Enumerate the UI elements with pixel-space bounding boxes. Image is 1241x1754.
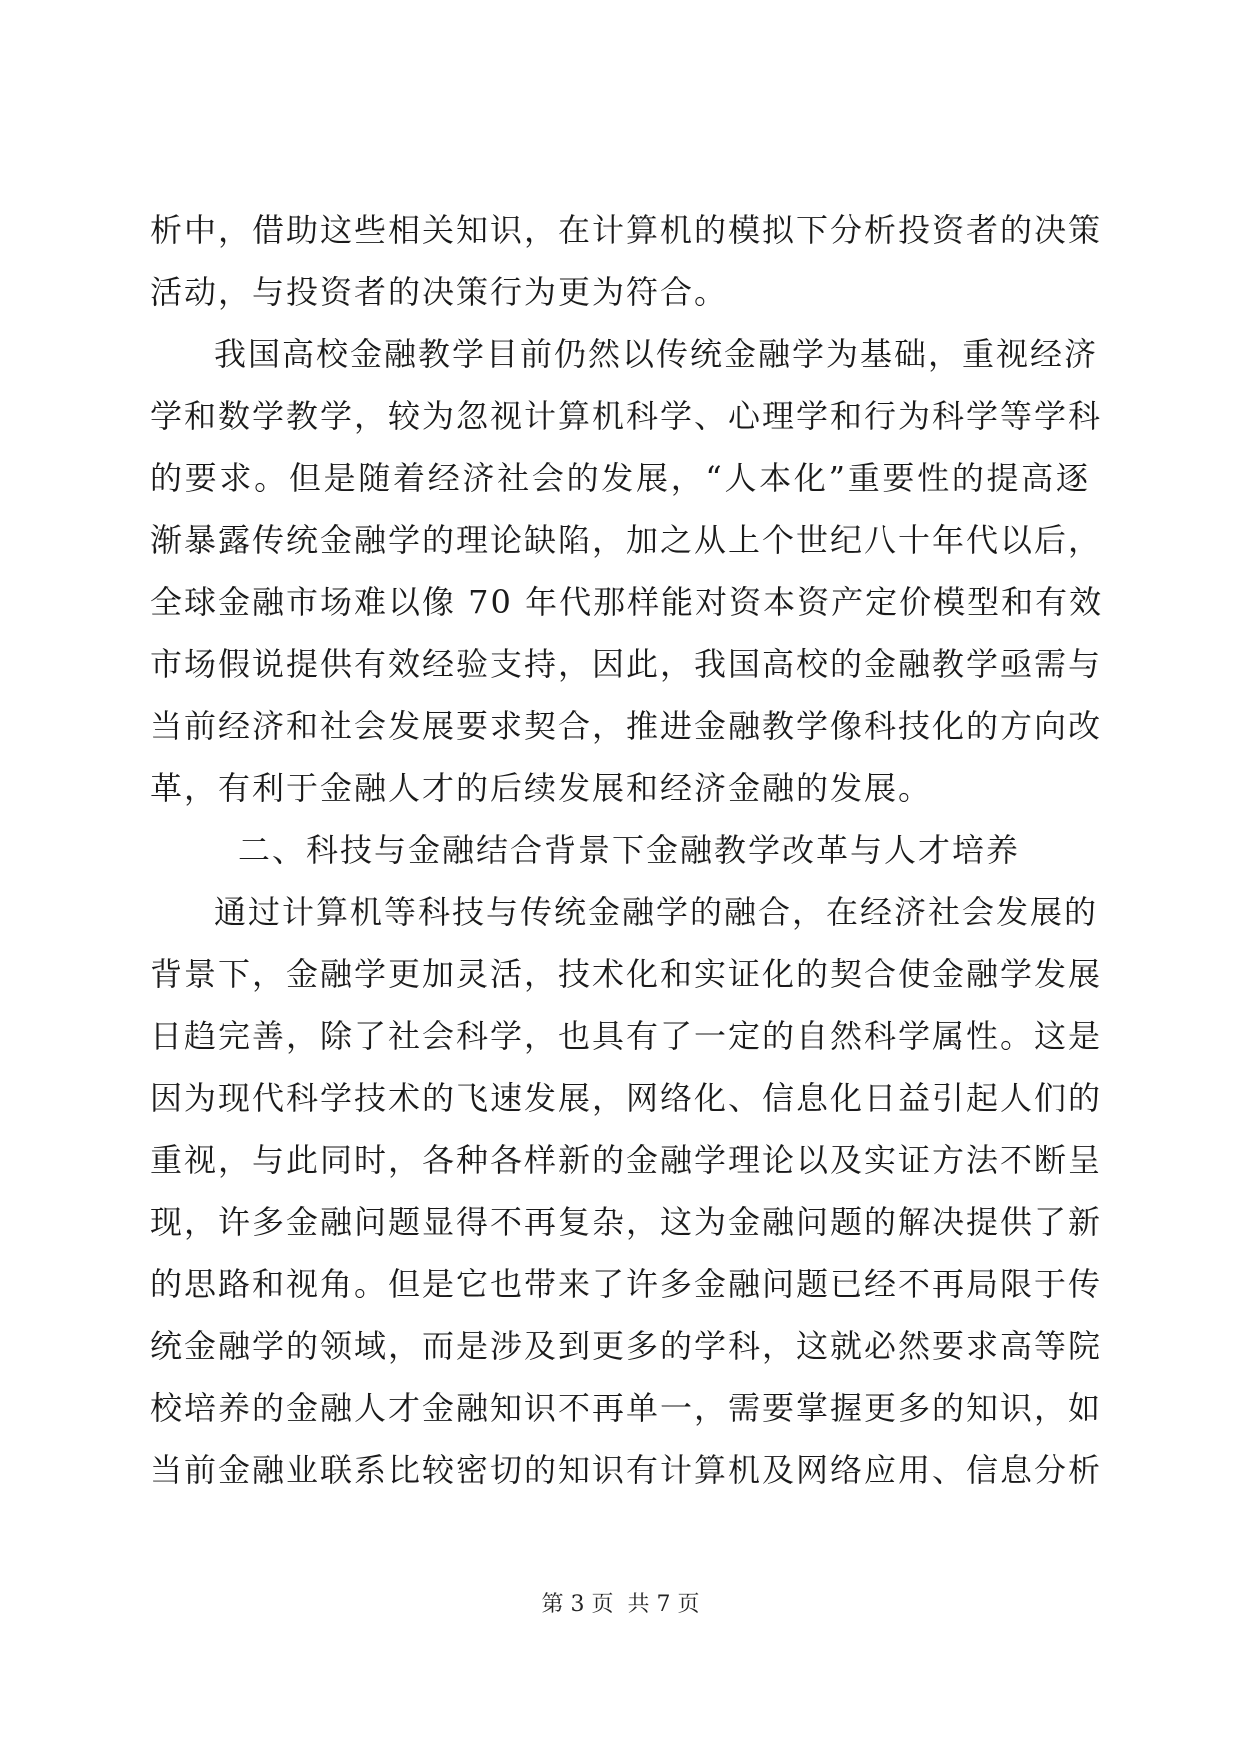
text-line-8: 市场假说提供有效经验支持，因此，我国高校的金融教学亟需与: [150, 645, 1103, 683]
text-line-4: 学和数学教学，较为忽视计算机科学、心理学和行为科学等学科: [150, 397, 1103, 435]
page-footer: 第 3 页 共 7 页: [541, 1592, 700, 1617]
section-heading: 二、科技与金融结合背景下金融教学改革与人才培养: [238, 831, 1021, 869]
text-line-9: 当前经济和社会发展要求契合，推进金融教学像科技化的方向改: [150, 707, 1103, 745]
text-line-14: 日趋完善，除了社会科学，也具有了一定的自然科学属性。这是: [150, 1017, 1103, 1055]
text-line-2: 活动，与投资者的决策行为更为符合。: [150, 273, 729, 311]
text-line-18: 的思路和视角。但是它也带来了许多金融问题已经不再局限于传: [150, 1265, 1103, 1303]
text-line-10: 革，有利于金融人才的后续发展和经济金融的发展。: [150, 769, 933, 807]
text-line-1: 析中，借助这些相关知识，在计算机的模拟下分析投资者的决策: [150, 211, 1103, 249]
paragraph-start-line: 通过计算机等科技与传统金融学的融合，在经济社会发展的: [214, 893, 1099, 931]
text-line-7: 全球金融市场难以像 70 年代那样能对资本资产定价模型和有效: [150, 583, 1104, 621]
text-line-5: 的要求。但是随着经济社会的发展，“人本化”重要性的提高逐: [150, 459, 1090, 497]
text-line-13: 背景下，金融学更加灵活，技术化和实证化的契合使金融学发展: [150, 955, 1103, 993]
text-line-19: 统金融学的领域，而是涉及到更多的学科，这就必然要求高等院: [150, 1327, 1103, 1365]
text-line-6: 渐暴露传统金融学的理论缺陷，加之从上个世纪八十年代以后，: [150, 521, 1103, 559]
paragraph-start-line: 我国高校金融教学目前仍然以传统金融学为基础，重视经济: [214, 335, 1099, 373]
text-line-20: 校培养的金融人才金融知识不再单一，需要掌握更多的知识，如: [150, 1389, 1103, 1427]
text-line-17: 现，许多金融问题显得不再复杂，这为金融问题的解决提供了新: [150, 1203, 1103, 1241]
text-line-21: 当前金融业联系比较密切的知识有计算机及网络应用、信息分析: [150, 1451, 1103, 1489]
text-line-16: 重视，与此同时，各种各样新的金融学理论以及实证方法不断呈: [150, 1141, 1103, 1179]
text-line-15: 因为现代科学技术的飞速发展，网络化、信息化日益引起人们的: [150, 1079, 1103, 1117]
